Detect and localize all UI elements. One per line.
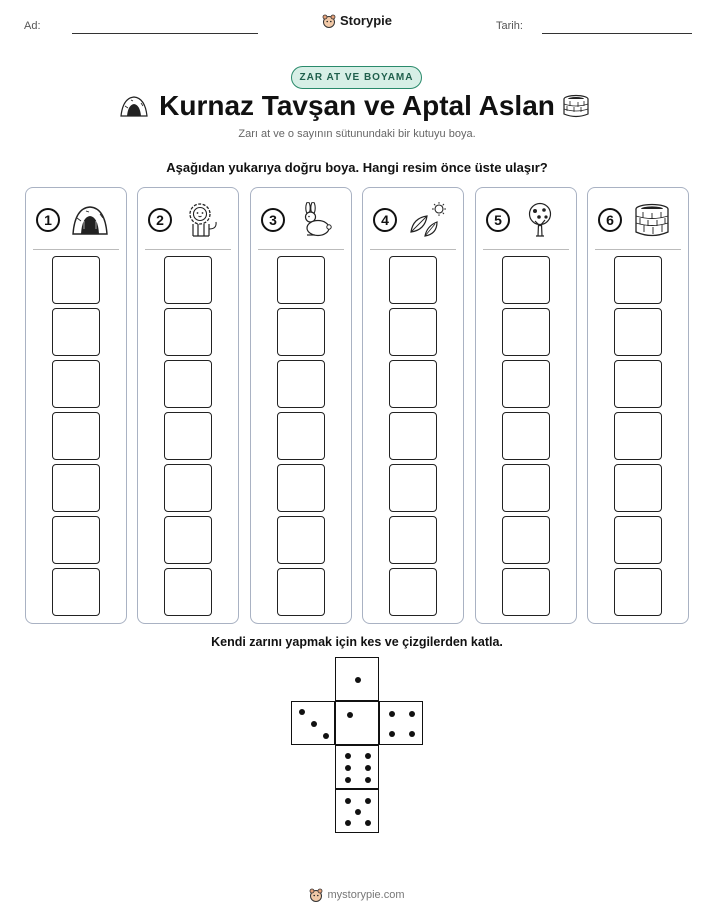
well-icon: [632, 202, 672, 238]
die-face-4: [379, 701, 423, 745]
column-number: 5: [486, 208, 510, 232]
activity-badge: ZAR AT VE BOYAMA: [291, 66, 422, 89]
name-line: [72, 33, 258, 34]
color-box[interactable]: [277, 360, 325, 408]
color-box[interactable]: [614, 256, 662, 304]
color-box[interactable]: [614, 516, 662, 564]
sun-leaf-icon: [407, 202, 447, 238]
column-6: [587, 187, 689, 624]
die-pip: [347, 712, 353, 718]
color-box[interactable]: [164, 360, 212, 408]
column-number: 4: [373, 208, 397, 232]
storypie-logo-icon: [309, 888, 323, 902]
color-box[interactable]: [164, 516, 212, 564]
color-box[interactable]: [52, 464, 100, 512]
title-row: [0, 88, 714, 124]
brand-name: Storypie: [339, 13, 392, 28]
die-face-6: [335, 745, 379, 789]
date-line: [542, 33, 692, 34]
die-face-3: [291, 701, 335, 745]
die-pip: [409, 711, 415, 717]
color-box[interactable]: [164, 464, 212, 512]
die-pip: [311, 721, 317, 727]
die-pip: [365, 798, 371, 804]
brand: [0, 13, 714, 28]
color-box[interactable]: [614, 412, 662, 460]
color-box[interactable]: [52, 256, 100, 304]
die-pip: [345, 765, 351, 771]
instruction: Aşağıdan yukarıya doğru boya. Hangi resim önce üste ulaşır?: [166, 160, 548, 175]
column-number: 6: [598, 208, 622, 232]
column-header: [373, 202, 457, 238]
column-2: [137, 187, 239, 624]
column-3: [250, 187, 352, 624]
column-header: [598, 202, 682, 238]
subtitle: Zarı at ve o sayının sütunundaki bir kutuyu boya.: [238, 128, 476, 140]
column-header: [261, 202, 345, 238]
die-pip: [299, 709, 305, 715]
cut-instruction: Kendi zarını yapmak için kes ve çizgilerden katla.: [211, 635, 503, 649]
die-pip: [389, 711, 395, 717]
die-face-5: [335, 789, 379, 833]
color-box[interactable]: [614, 360, 662, 408]
color-box[interactable]: [502, 412, 550, 460]
die-pip: [365, 753, 371, 759]
column-number: 3: [261, 208, 285, 232]
date-label: Tarih:: [496, 20, 523, 32]
color-box[interactable]: [277, 516, 325, 564]
column-header: [36, 202, 120, 238]
color-box[interactable]: [502, 308, 550, 356]
color-box[interactable]: [277, 568, 325, 616]
footer: [0, 888, 714, 902]
column-number: 1: [36, 208, 60, 232]
color-box[interactable]: [389, 360, 437, 408]
cave-icon: [70, 202, 110, 238]
die-face-1: [335, 701, 379, 745]
die-pip: [355, 677, 361, 683]
die-pip: [365, 820, 371, 826]
column-4: [362, 187, 464, 624]
color-box[interactable]: [164, 256, 212, 304]
color-box[interactable]: [389, 464, 437, 512]
color-box[interactable]: [389, 516, 437, 564]
color-box[interactable]: [389, 568, 437, 616]
color-box[interactable]: [52, 568, 100, 616]
color-box[interactable]: [389, 412, 437, 460]
color-box[interactable]: [614, 464, 662, 512]
page-title: Kurnaz Tavşan ve Aptal Aslan: [159, 90, 555, 121]
die-pip: [345, 777, 351, 783]
die-pip: [365, 777, 371, 783]
color-box[interactable]: [614, 568, 662, 616]
color-box[interactable]: [277, 464, 325, 512]
color-box[interactable]: [614, 308, 662, 356]
color-box[interactable]: [277, 412, 325, 460]
storypie-logo-icon: [322, 14, 336, 28]
color-box[interactable]: [164, 568, 212, 616]
die-face-1: [335, 657, 379, 701]
die-pip: [365, 765, 371, 771]
color-box[interactable]: [389, 256, 437, 304]
color-box[interactable]: [502, 464, 550, 512]
column-1: [25, 187, 127, 624]
color-box[interactable]: [52, 308, 100, 356]
color-box[interactable]: [52, 412, 100, 460]
color-box[interactable]: [502, 568, 550, 616]
die-pip: [323, 733, 329, 739]
rabbit-icon: [295, 202, 335, 238]
color-box[interactable]: [389, 308, 437, 356]
well-icon: [561, 94, 591, 118]
lion-icon: [182, 202, 222, 238]
column-header: [148, 202, 232, 238]
color-box[interactable]: [502, 256, 550, 304]
cave-icon: [119, 94, 149, 118]
name-label: Ad:: [24, 20, 41, 32]
color-box[interactable]: [277, 308, 325, 356]
die-pip: [409, 731, 415, 737]
color-box[interactable]: [164, 412, 212, 460]
die-pip: [389, 731, 395, 737]
color-box[interactable]: [277, 256, 325, 304]
footer-url: mystorypie.com: [327, 889, 405, 901]
die-pip: [355, 809, 361, 815]
die-pip: [345, 753, 351, 759]
column-number: 2: [148, 208, 172, 232]
color-box[interactable]: [502, 360, 550, 408]
color-box[interactable]: [52, 516, 100, 564]
column-5: [475, 187, 577, 624]
die-pip: [345, 798, 351, 804]
color-box[interactable]: [502, 516, 550, 564]
color-box[interactable]: [164, 308, 212, 356]
tree-icon: [520, 202, 560, 238]
color-box[interactable]: [52, 360, 100, 408]
column-header: [486, 202, 570, 238]
die-pip: [345, 820, 351, 826]
